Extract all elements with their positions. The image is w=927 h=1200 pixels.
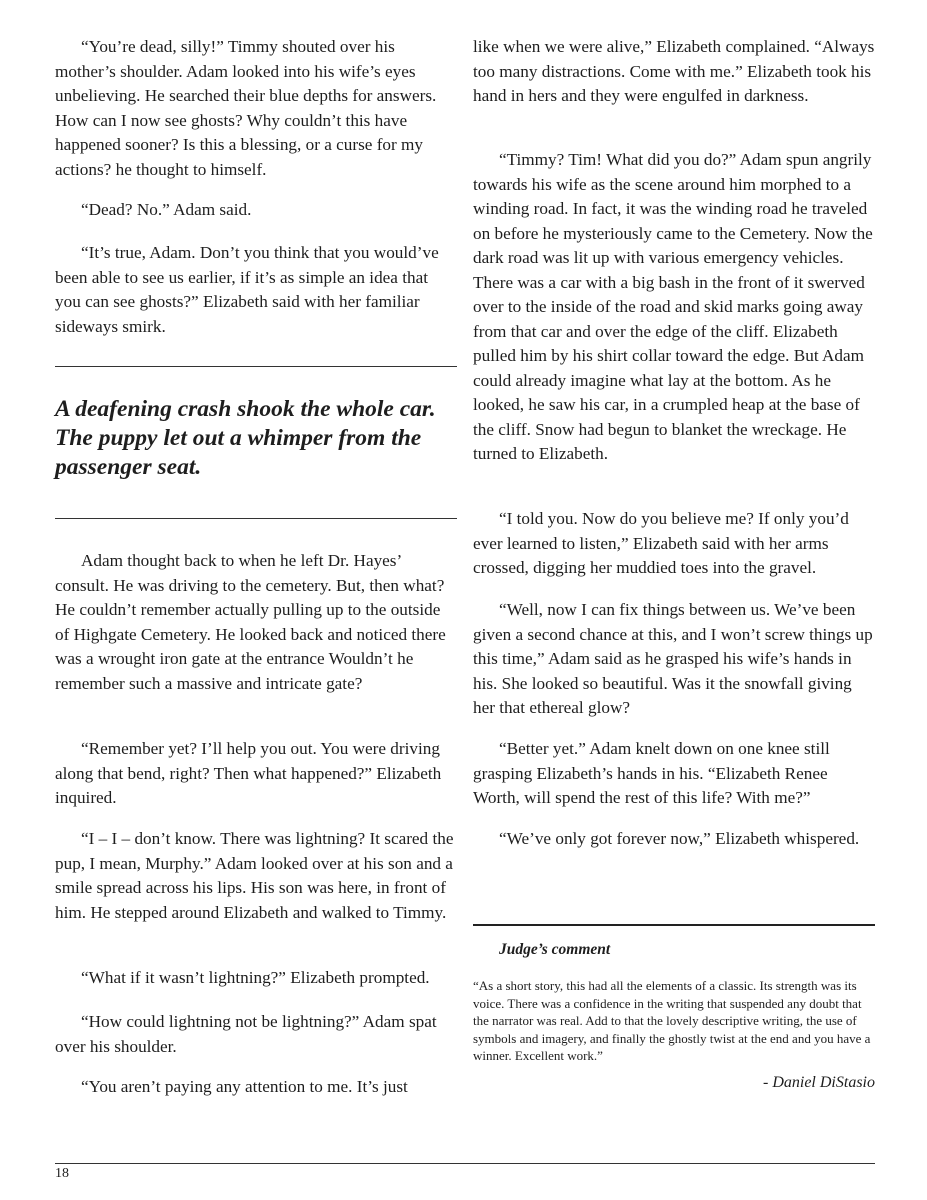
story-paragraph: Adam thought back to when he left Dr. Hayes’ consult. He was driving to the cemetery. But, then what? He couldn’t remember actually pulling up to the outside of Highgate Cemetery. He looked back and noticed there was a wrought iron gate at the entrance Wouldn’t he remember such a massive and intricate gate?	[55, 551, 446, 693]
page-number: 18	[55, 1166, 69, 1181]
judge-signature: - Daniel DiStasio	[763, 1074, 875, 1091]
judge-section-rule	[473, 924, 875, 926]
judge-comment-text: “As a short story, this had all the elements of a classic. Its strength was its voice. There was a confidence in the writing that suspended any doubt that the narrator was real. Add to that the lovely descriptive writing, the use of symbols and imagery, and finally the ghostly twist at the end and you have a winner. Excellent work.”	[473, 978, 871, 1063]
judge-comment-title: Judge’s comment	[499, 941, 611, 958]
story-paragraph: “We’ve only got forever now,” Elizabeth whispered.	[499, 829, 860, 848]
story-paragraph: “It’s true, Adam. Don’t you think that you would’ve been able to see us earlier, if it’s as simple an idea that you can see ghosts?” Elizabeth said with her familiar sideways smirk.	[55, 243, 439, 336]
story-paragraph: “How could lightning not be lightning?” Adam spat over his shoulder.	[55, 1012, 437, 1056]
pull-quote-bottom-rule	[55, 518, 457, 519]
story-paragraph: “Timmy? Tim! What did you do?” Adam spun angrily towards his wife as the scene around him morphed to a winding road. In fact, it was the winding road he traveled on before he mysteriously came to the Cemetery. Now the dark road was lit up with various emergency vehicles. There was a car with a big bash in the front of it swerved over to the inside of the road and skid marks going away from that car and over the edge of the cliff. Elizabeth pulled him by his shirt collar toward the edge. But Adam could already imagine what lay at the bottom. As he looked, he saw his car, in a crumpled heap at the base of the cliff. Snow had begun to blanket the wreckage. He turned to Elizabeth.	[473, 150, 873, 463]
story-paragraph: “Well, now I can fix things between us. We’ve been given a second chance at this, and I won’t screw things up this time,” Adam said as he grasped his wife’s hands in his. She looked so beautiful. Was it the snowfall giving her that ethereal glow?	[473, 600, 873, 717]
story-paragraph: “Dead? No.” Adam said.	[81, 200, 252, 219]
story-paragraph: like when we were alive,” Elizabeth complained. “Always too many distractions. Come with me.” Elizabeth took his hand in hers and they were engulfed in darkness.	[473, 37, 875, 105]
story-paragraph: “Remember yet? I’ll help you out. You were driving along that bend, right? Then what happened?” Elizabeth inquired.	[55, 739, 442, 807]
story-paragraph: “I – I – don’t know. There was lightning? It scared the pup, I mean, Murphy.” Adam looked over at his son and a smile spread across his lips. His son was here, in front of him. He stepped around Elizabeth and walked to Timmy.	[55, 829, 454, 922]
story-paragraph: “You’re dead, silly!” Timmy shouted over his mother’s shoulder. Adam looked into his wife’s eyes unbelieving. He searched their blue depths for answers. How can I now see ghosts? Why couldn’t this have happened sooner? Is this a blessing, or a curse for my actions? he thought to himself.	[55, 37, 437, 179]
pull-quote-top-rule	[55, 366, 457, 367]
pull-quote: A deafening crash shook the whole car. The puppy let out a whimper from the passenger seat.	[55, 396, 436, 480]
story-paragraph: “Better yet.” Adam knelt down on one knee still grasping Elizabeth’s hands in his. “Elizabeth Renee Worth, will spend the rest of this life? With me?”	[473, 739, 830, 807]
footer-rule	[55, 1163, 875, 1164]
story-paragraph: “I told you. Now do you believe me? If only you’d ever learned to listen,” Elizabeth said with her arms crossed, digging her muddied toes into the gravel.	[473, 509, 849, 577]
story-paragraph: “What if it wasn’t lightning?” Elizabeth prompted.	[81, 968, 430, 987]
story-paragraph: “You aren’t paying any attention to me. It’s just	[81, 1077, 408, 1096]
